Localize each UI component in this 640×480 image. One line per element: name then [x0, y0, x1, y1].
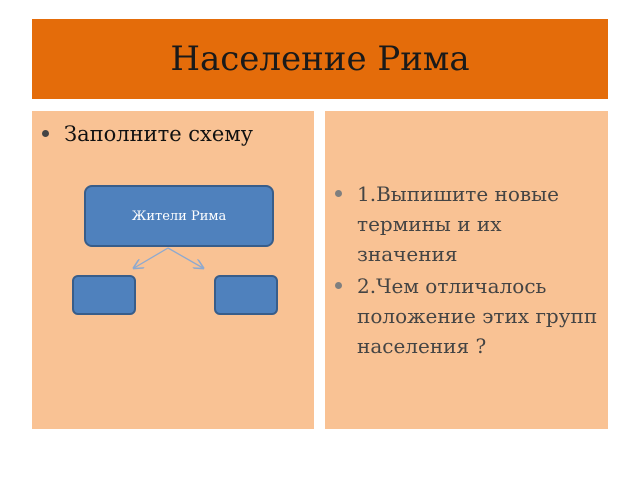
left-bullet-list	[42, 119, 253, 149]
bullet-icon	[335, 190, 342, 197]
left-bullet-text: Заполните схему	[64, 122, 254, 146]
right-bullet-text: 1.Выпишите новые термины и их значения	[357, 182, 559, 266]
right-bullet-text: 2.Чем отличалось положение этих групп населения ?	[357, 274, 598, 358]
scheme-root-label: Жители Рима	[131, 208, 227, 224]
slide-title: Население Рима	[170, 39, 470, 79]
right-bullet-list	[335, 179, 601, 363]
right-panel	[325, 111, 608, 429]
title-bar	[32, 19, 608, 99]
bullet-icon	[335, 282, 342, 289]
right-bullet-item	[335, 271, 601, 361]
right-bullet-item	[335, 179, 601, 269]
left-bullet-item	[42, 119, 253, 149]
left-panel	[32, 111, 314, 429]
bullet-icon	[42, 130, 49, 137]
